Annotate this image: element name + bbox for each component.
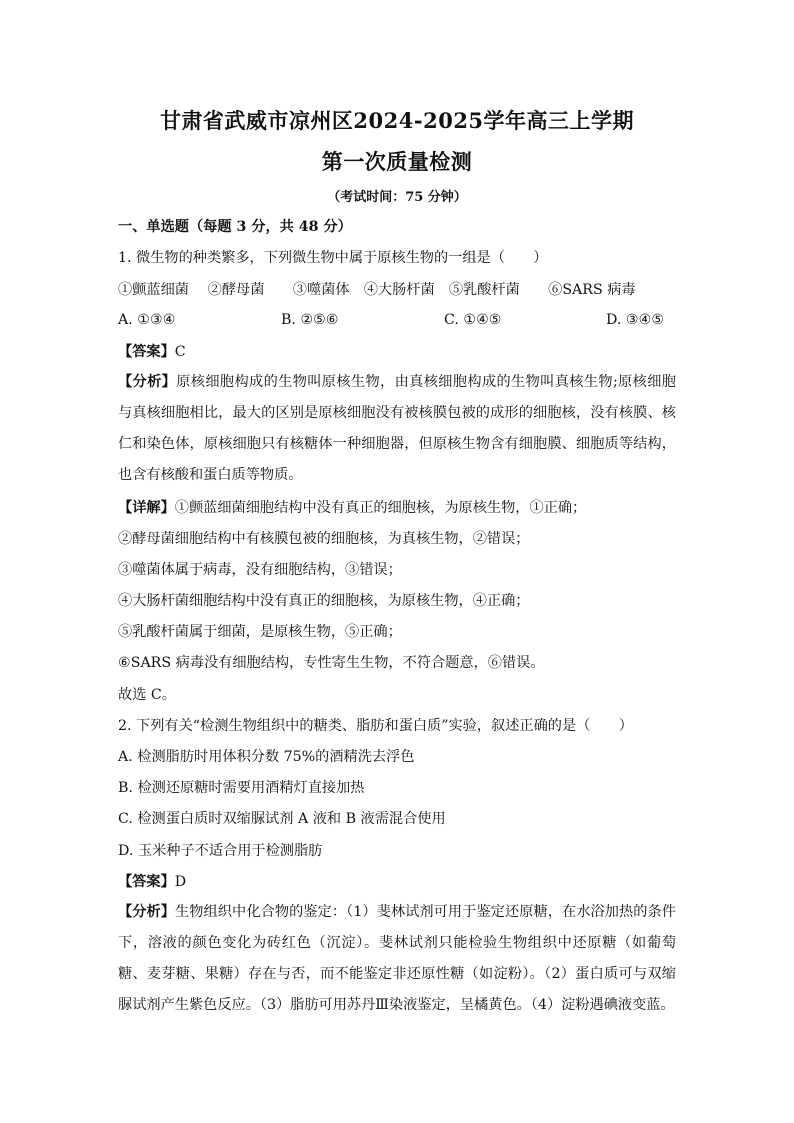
- q1-detail-line: ⑤乳酸杆菌属于细菌，是原核生物，⑤正确；: [118, 624, 402, 640]
- document-title: 甘肃省武威市凉州区2024-2025学年高三上学期: [159, 108, 635, 133]
- answer-tag: 【答案】: [118, 344, 175, 360]
- q1-detail-line: ②酵母菌细胞结构中有核膜包被的细胞核，为真核生物，②错误；: [118, 531, 530, 547]
- analysis-text: 原核细胞构成的生物叫原核生物，由真核细胞构成的生物叫真核生物;原核细胞与真核细胞相比，最大的区别是原核细胞没有被核膜包被的成形的细胞核，没有核膜、核仁和染色体，原核细胞只有核糖体一种细胞器，但原核生物含有细胞膜、细胞质等结构，也含有核酸和蛋白质等物质。: [118, 374, 676, 483]
- q1-analysis: [118, 367, 676, 491]
- q2-option-a: A. 检测脂肪时用体积分数 75%的酒精洗去浮色: [118, 749, 415, 765]
- q1-detail-line: ④大肠杆菌细胞结构中没有真正的细胞核，为原核生物，④正确；: [118, 593, 530, 609]
- q1-detail: [118, 499, 586, 517]
- exam-time: （考试时间：75 分钟）: [327, 190, 467, 205]
- q1-conclusion: 故选 C。: [118, 687, 176, 703]
- q2-option-c: C. 检测蛋白质时双缩脲试剂 A 液和 B 液需混合使用: [118, 811, 446, 827]
- q1-answer: [118, 343, 186, 361]
- analysis-tag: 【分析】: [118, 904, 176, 920]
- answer-tag: 【答案】: [118, 874, 175, 890]
- q1-option-a: A. ①③④: [118, 312, 176, 328]
- document-subtitle: 第一次质量检测: [321, 149, 473, 174]
- answer-value: D: [174, 874, 187, 890]
- q2-analysis: [118, 897, 676, 1021]
- q2-option-d: D. 玉米种子不适合用于检测脂肪: [118, 843, 323, 859]
- q1-detail-line: ⑥SARS 病毒没有细胞结构，专性寄生生物，不符合题意，⑥错误。: [118, 655, 545, 671]
- section-heading: 一、单选题（每题 3 分，共 48 分）: [118, 219, 352, 235]
- analysis-tag: 【分析】: [118, 374, 177, 390]
- q1-option-c: C. ①④⑤: [444, 312, 502, 328]
- q1-items: ①颤蓝细菌 ②酵母菌 ③噬菌体 ④大肠杆菌 ⑤乳酸杆菌 ⑥SARS 病毒: [118, 282, 636, 298]
- detail-tag: 【详解】: [118, 500, 175, 516]
- q1-detail-line: ③噬菌体属于病毒，没有细胞结构，③错误；: [118, 562, 402, 578]
- q2-stem: 2. 下列有关“检测生物组织中的糖类、脂肪和蛋白质”实验，叙述正确的是（ ）: [118, 718, 633, 734]
- q2-option-b: B. 检测还原糖时需要用酒精灯直接加热: [118, 780, 365, 796]
- q1-stem: 1. 微生物的种类繁多，下列微生物中属于原核生物的一组是（ ）: [118, 250, 548, 266]
- detail-text: ①颤蓝细菌细胞结构中没有真正的细胞核，为原核生物，①正确；: [174, 500, 587, 516]
- q1-option-b: B. ②⑤⑥: [281, 312, 339, 328]
- analysis-text: 生物组织中化合物的鉴定：（1）斐林试剂可用于鉴定还原糖，在水浴加热的条件下，溶液的颜色变化为砖红色（沉淀）。斐林试剂只能检验生物组织中还原糖（如葡萄糖、麦芽糖、果糖）存在与否，而不能鉴定非还原性糖（如淀粉）。（2）蛋白质可与双缩脲试剂产生紫色反应。（3）脂肪可用苏丹Ⅲ染液鉴定，呈橘黄色。（4）淀粉遇碘液变蓝。: [118, 904, 676, 1013]
- q1-option-d: D. ③④⑤: [606, 312, 665, 328]
- answer-value: C: [174, 344, 186, 360]
- q2-answer: [118, 873, 186, 891]
